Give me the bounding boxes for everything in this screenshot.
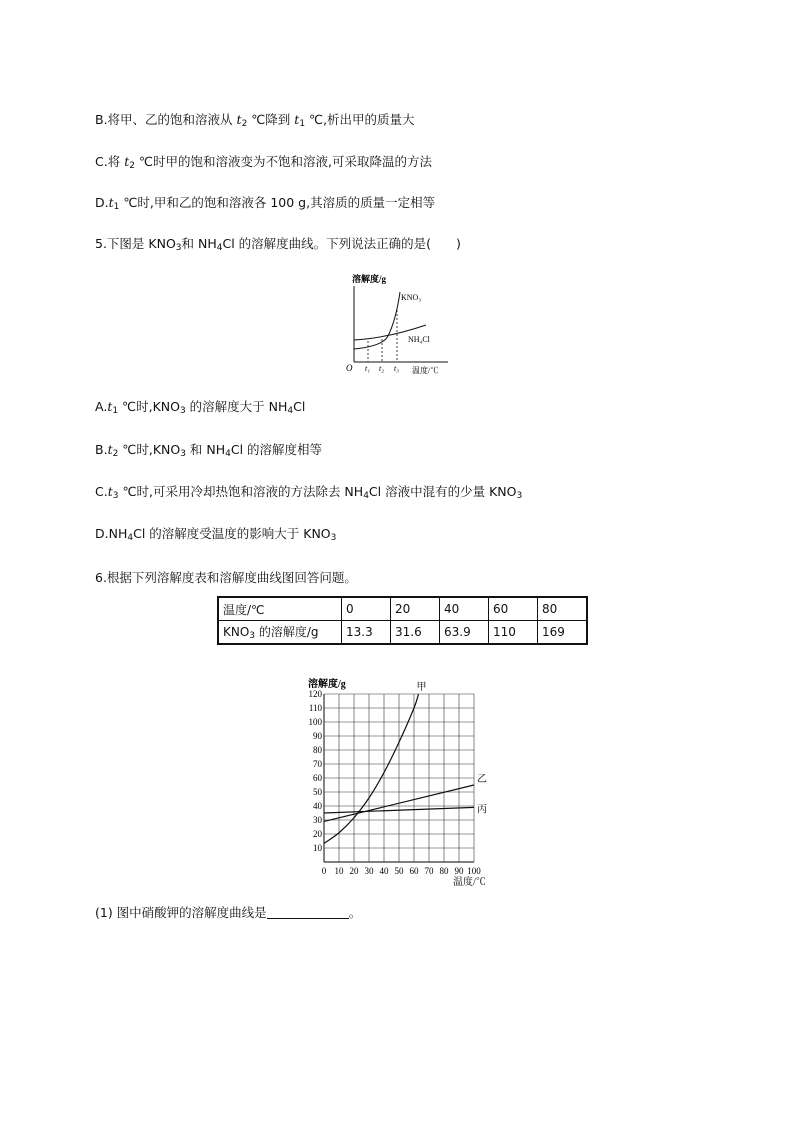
y-tick-label: 40 <box>313 801 322 811</box>
option-c-prev: C.将 $t_2$ ℃时甲的饱和溶液变为不饱和溶液,可采取降温的方法 <box>95 154 432 171</box>
x-tick-label: 100 <box>467 866 481 876</box>
q5-kno3-curve <box>354 292 400 349</box>
table-cell: 60 <box>489 597 538 621</box>
table-header-solubility: $KNO_3$ 的溶解度/g <box>218 621 342 645</box>
table-cell: 169 <box>538 621 588 645</box>
table-row-temperature <box>218 597 587 621</box>
y-tick-label: 120 <box>308 689 322 699</box>
x-tick-label: 70 <box>424 866 434 876</box>
y-tick-label: 50 <box>313 787 322 797</box>
x-tick-label: 10 <box>334 866 344 876</box>
series-label: 甲 <box>416 682 427 693</box>
solubility-chart <box>290 672 500 892</box>
q6-sub1: (1) 图中硝酸钾的溶解度曲线是 。 <box>95 905 362 920</box>
series-label: 乙 <box>477 774 487 785</box>
y-tick-label: 90 <box>313 731 322 741</box>
q5-t1-label: t₁ <box>365 364 371 373</box>
x-tick-label: 80 <box>439 866 449 876</box>
q5-option-c: $C.t_3$ ℃时,可采用冷却热饱和溶液的方法除去 $NH_4Cl$ 溶液中混有的少量 $KNO_3$ <box>95 484 523 501</box>
y-tick-label: 20 <box>313 829 322 839</box>
q5-option-a: $A.t_1$ ℃时$,KNO_3$ 的溶解度大于 $NH_4Cl$ <box>95 399 306 416</box>
chart-ylabel: 溶解度/g <box>308 679 346 690</box>
series-label: 丙 <box>477 804 487 816</box>
q5-option-b: $B.t_2$ ℃时$,KNO_3$ 和 $NH_4Cl$ 的溶解度相等 <box>95 442 323 459</box>
q5-ylabel: 溶解度/g <box>352 274 387 284</box>
x-tick-label: 0 <box>321 866 327 876</box>
table-cell: 20 <box>391 597 440 621</box>
y-tick-label: 30 <box>313 815 322 825</box>
x-tick-label: 40 <box>379 866 389 876</box>
table-cell: 31.6 <box>391 621 440 645</box>
y-tick-label: 10 <box>313 843 322 853</box>
table-cell: 110 <box>489 621 538 645</box>
table-row-solubility <box>218 621 587 645</box>
table-cell: 0 <box>342 597 391 621</box>
table-header-temp: 温度/℃ <box>218 597 342 621</box>
y-tick-label: 100 <box>308 717 322 727</box>
y-tick-label: 80 <box>313 745 322 755</box>
q6-stem: 6.根据下列溶解度表和溶解度曲线图回答问题。 <box>95 570 357 585</box>
q5-stem: 5.下图是 $KNO_3$和 $NH_4Cl$ 的溶解度曲线。下列说法正确的是( ) <box>95 236 461 253</box>
q5-t2-label: t₂ <box>379 364 385 373</box>
y-tick-label: 60 <box>313 773 322 783</box>
x-tick-label: 60 <box>409 866 419 876</box>
x-tick-label: 90 <box>454 866 464 876</box>
x-tick-label: 50 <box>394 866 404 876</box>
y-tick-label: 70 <box>313 759 322 769</box>
q5-xlabel: 温度/℃ <box>412 366 439 375</box>
series-line-甲 <box>324 694 419 843</box>
x-tick-label: 30 <box>364 866 374 876</box>
table-cell: 63.9 <box>440 621 489 645</box>
chart-xlabel: 温度/℃ <box>453 877 486 888</box>
option-b-prev: B.将甲、乙的饱和溶液从 $t_2$ ℃降到 $t_1$ ℃,析出甲的质量大 <box>95 112 415 129</box>
q5-origin: O <box>346 363 353 373</box>
q5-solubility-graph <box>338 268 458 378</box>
table-cell: 40 <box>440 597 489 621</box>
option-d-prev: $D.t_1$ ℃时,甲和乙的饱和溶液各 100 g,其溶质的质量一定相等 <box>95 195 436 212</box>
q5-nh4cl-label: NH₄Cl <box>408 335 430 344</box>
y-tick-label: 110 <box>308 703 322 713</box>
solubility-table <box>217 596 588 645</box>
q5-option-d: $D.NH_4Cl$ 的溶解度受温度的影响大于 $KNO_3$ <box>95 526 337 543</box>
x-tick-label: 20 <box>349 866 359 876</box>
table-cell: 13.3 <box>342 621 391 645</box>
answer-blank[interactable] <box>267 906 349 919</box>
table-cell: 80 <box>538 597 588 621</box>
q5-t3-label: t₃ <box>394 364 400 373</box>
q5-kno3-label: KNO₃ <box>401 293 422 302</box>
